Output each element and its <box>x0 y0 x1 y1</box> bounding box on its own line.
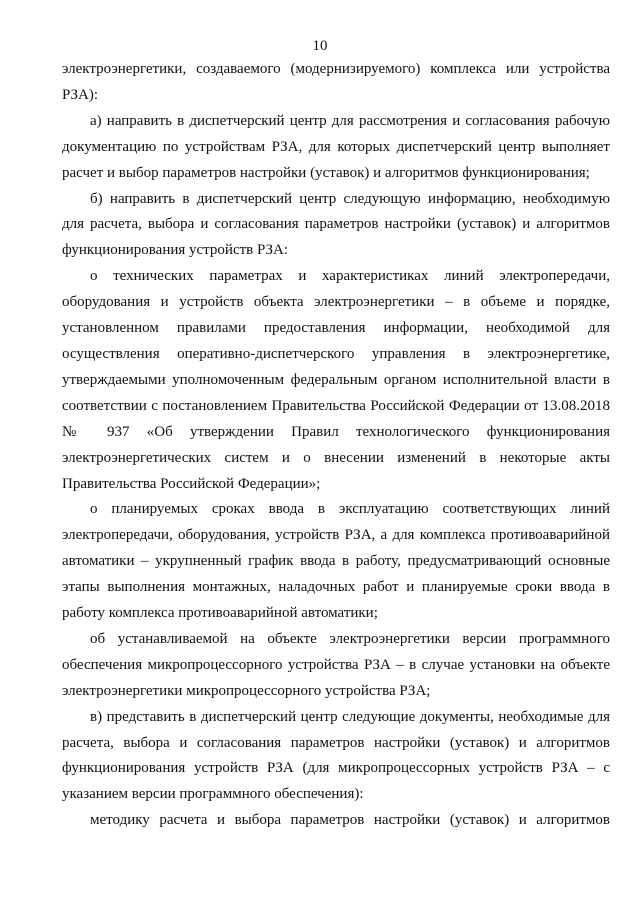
text-line: электроэнергетики микропроцессорного устройства РЗА; <box>62 682 431 699</box>
text-line: а) направить в диспетчерский центр для рассмотрения и согласования рабочую <box>90 112 610 129</box>
text-line: осуществления оперативно-диспетчерского управления в электроэнергетике, <box>62 345 610 362</box>
text-line: функционирования устройств РЗА: <box>62 242 289 259</box>
text-line: № 937 «Об утверждении Правил технологического функционирования <box>62 423 610 440</box>
text-line: Правительства Российской Федерации»; <box>62 475 321 492</box>
text-line: об устанавливаемой на объекте электроэнергетики версии программного <box>90 630 610 647</box>
text-line: утверждаемыми уполномоченным федеральным органом исполнительной власти в <box>62 371 610 388</box>
text-line: о планируемых сроках ввода в эксплуатацию соответствующих линий <box>90 501 610 518</box>
text-line: РЗА): <box>62 86 99 103</box>
text-line: электроэнергетики, создаваемого (модернизируемого) комплекса или устройства <box>62 61 610 77</box>
text-line: функционирования устройств РЗА (для микропроцессорных устройств РЗА – с <box>62 760 610 777</box>
text-line: установленном правилами предоставления информации, необходимой для <box>62 320 610 337</box>
text-line: методику расчета и выбора параметров настройки (уставок) и алгоритмов <box>90 812 610 829</box>
text-line: в) представить в диспетчерский центр следующие документы, необходимые для <box>90 708 610 725</box>
text-line: расчета, выбора и согласования параметров настройки (уставок) и алгоритмов <box>62 734 610 751</box>
text-line: о технических параметрах и характеристиках линий электропередачи, <box>90 268 610 285</box>
text-line: электропередачи, оборудования, устройств РЗА, а для комплекса противоаварийной <box>62 527 610 544</box>
text-line: указанием версии программного обеспечения): <box>62 786 364 803</box>
text-line: оборудования и устройств объекта электроэнергетики – в объеме и порядке, <box>62 294 610 311</box>
text-line: б) направить в диспетчерский центр следующую информацию, необходимую <box>90 190 610 207</box>
text-line: электроэнергетических систем и о внесении изменений в некоторые акты <box>62 449 610 466</box>
text-line: документацию по устройствам РЗА, для которых диспетчерский центр выполняет <box>62 138 610 155</box>
text-line: этапы выполнения монтажных, наладочных работ и планируемые сроки ввода в <box>62 579 610 596</box>
text-line: обеспечения микропроцессорного устройства РЗА – в случае установки на объекте <box>62 656 610 673</box>
text-line: автоматики – укрупненный график ввода в работу, предусматривающий основные <box>62 553 610 570</box>
text-line: работу комплекса противоаварийной автоматики; <box>62 605 378 622</box>
text-line: для расчета, выбора и согласования параметров настройки (уставок) и алгоритмов <box>62 216 610 233</box>
page-number: 10 <box>312 38 328 54</box>
text-line: расчет и выбор параметров настройки (уставок) и алгоритмов функционирования; <box>62 164 590 181</box>
text-line: соответствии с постановлением Правительства Российской Федерации от 13.08.2018 <box>62 397 610 414</box>
document-body <box>62 57 610 834</box>
